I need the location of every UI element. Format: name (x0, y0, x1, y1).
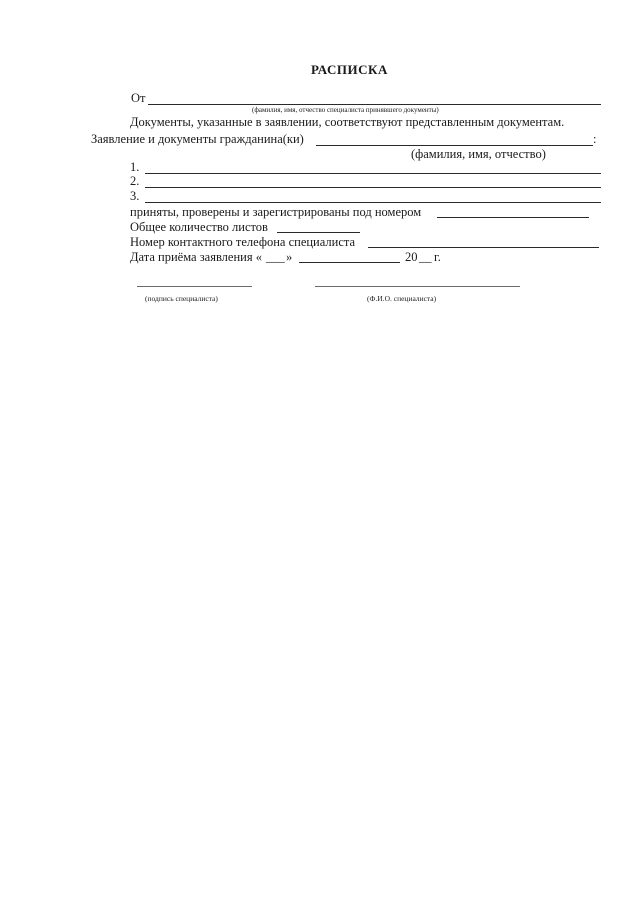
applicant-colon: : (593, 132, 597, 146)
phone-field-line[interactable] (368, 247, 599, 248)
registered-label: приняты, проверены и зарегистрированы под номером (130, 205, 422, 219)
applicant-caption: (фамилия, имя, отчество) (411, 147, 546, 161)
from-caption: (фамилия, имя, отчество специалиста принявшего документы) (252, 106, 439, 114)
applicant-label: Заявление и документы гражданина(ки) (91, 132, 304, 146)
document-title: РАСПИСКА (311, 62, 388, 77)
date-close-quote: » (286, 250, 293, 264)
year-prefix: 20 (405, 250, 418, 264)
statement-line: Документы, указанные в заявлении, соответствуют представленным документам. (130, 115, 565, 129)
signature-caption: (подпись специалиста) (145, 294, 218, 303)
date-day-blank[interactable]: ___ (266, 250, 285, 264)
item-2-field-line[interactable] (145, 187, 601, 188)
fio-caption: (Ф.И.О. специалиста) (367, 294, 437, 303)
item-1-number: 1. (130, 160, 140, 174)
sheets-label: Общее количество листов (130, 220, 268, 234)
date-label: Дата приёма заявления « (130, 250, 262, 264)
item-3-number: 3. (130, 189, 140, 203)
applicant-field-line[interactable] (316, 145, 593, 146)
item-1-field-line[interactable] (145, 173, 601, 174)
date-month-field-line[interactable] (299, 262, 400, 263)
item-3-field-line[interactable] (145, 202, 601, 203)
registration-number-field-line[interactable] (437, 217, 589, 218)
signature-field-line[interactable] (137, 286, 252, 287)
year-suffix: г. (434, 250, 441, 264)
sheets-count-field-line[interactable] (277, 232, 360, 233)
item-2-number: 2. (130, 174, 140, 188)
fio-field-line[interactable] (315, 286, 520, 287)
phone-label: Номер контактного телефона специалиста (130, 235, 356, 249)
from-field-line[interactable] (148, 104, 601, 105)
year-blank[interactable]: __ (419, 250, 432, 264)
from-label: От (131, 91, 146, 105)
